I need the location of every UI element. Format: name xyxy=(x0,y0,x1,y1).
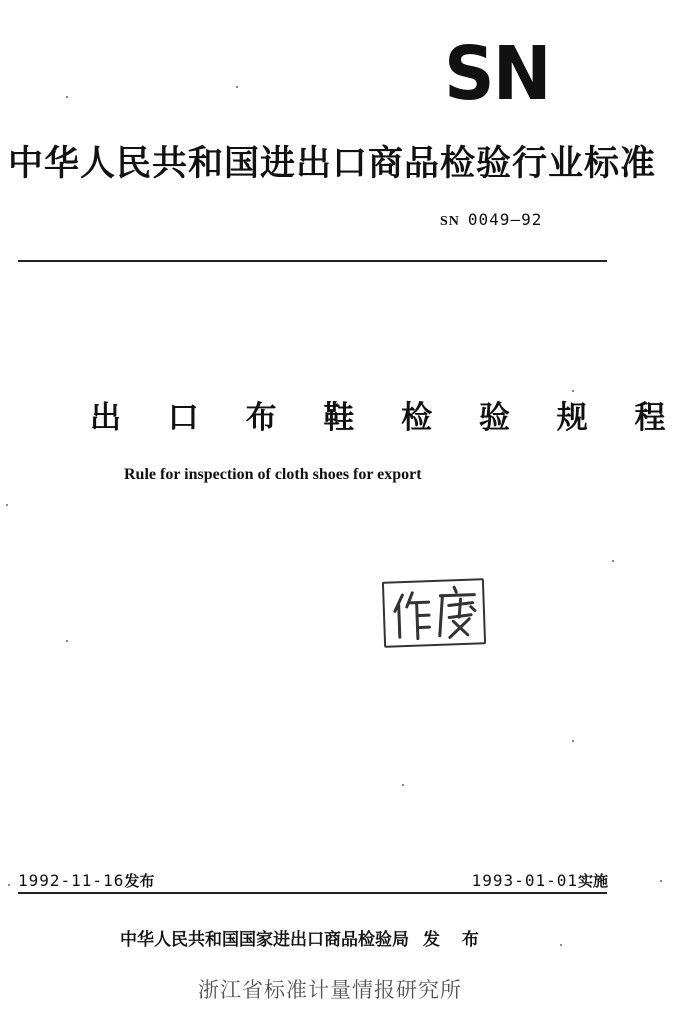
issue-date xyxy=(18,870,154,892)
effective-date xyxy=(472,870,608,892)
standard-code-number: 0049—92 xyxy=(467,210,543,229)
scan-speck xyxy=(6,504,8,506)
publisher: 浙江省标准计量情报研究所 xyxy=(198,978,462,1002)
standard-code xyxy=(440,208,542,234)
sn-logo: SN xyxy=(444,31,550,117)
standard-category: 中华人民共和国进出口商品检验行业标准 xyxy=(8,144,657,184)
scan-speck xyxy=(66,640,68,642)
obsolete-stamp xyxy=(382,578,486,648)
scan-speck xyxy=(66,96,68,98)
issuing-authority xyxy=(120,928,487,952)
footer-divider xyxy=(18,892,607,894)
standard-code-prefix: SN xyxy=(440,214,460,229)
scan-speck xyxy=(560,944,562,946)
scan-speck xyxy=(660,880,662,882)
issuing-authority-name: 中华人民共和国国家进出口商品检验局 xyxy=(120,930,409,950)
scan-speck xyxy=(8,884,10,886)
effective-date-label: 实施 xyxy=(577,872,608,890)
scan-speck xyxy=(402,784,404,786)
scan-speck xyxy=(572,390,574,392)
issuing-authority-action: 发 布 xyxy=(423,930,487,950)
issue-date-value: 1992-11-16 xyxy=(18,871,125,890)
scan-speck xyxy=(612,560,614,562)
scan-speck xyxy=(236,86,238,88)
obsolete-stamp-graphic xyxy=(384,580,484,645)
document-title-english: Rule for inspection of cloth shoes for export xyxy=(124,466,422,483)
header-divider xyxy=(18,260,607,262)
issue-date-label: 发布 xyxy=(124,872,155,890)
scan-speck xyxy=(572,740,574,742)
effective-date-value: 1993-01-01 xyxy=(471,871,578,890)
document-title-chinese: 出 口 布 鞋 检 验 规 程 xyxy=(90,400,684,436)
